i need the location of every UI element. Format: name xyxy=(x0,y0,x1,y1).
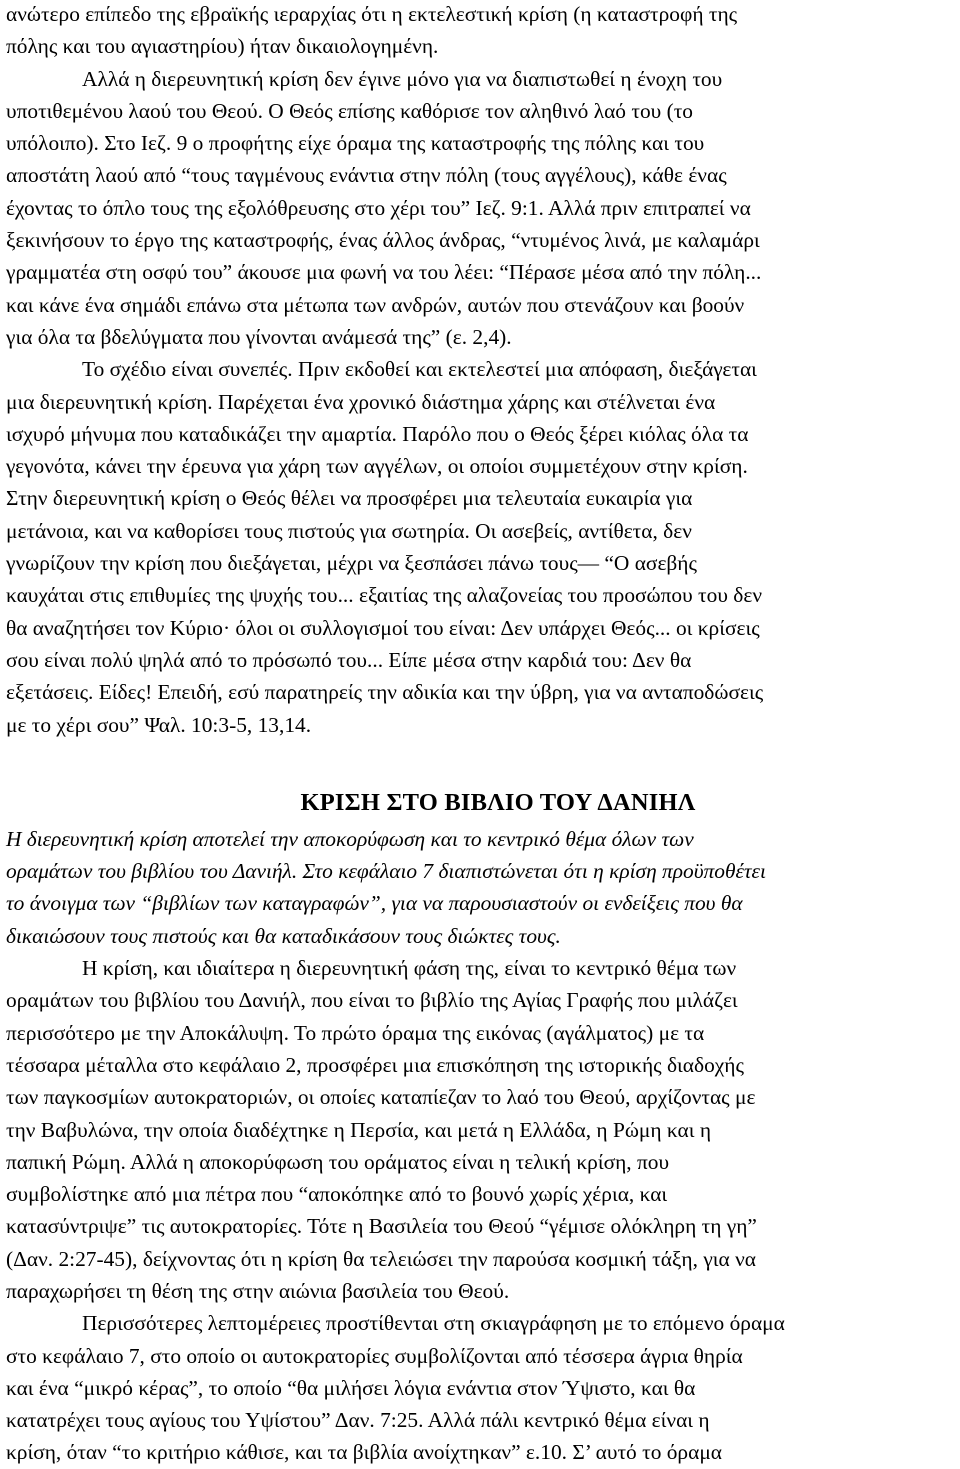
italic-summary-paragraph: Η διερευνητική κρίση αποτελεί την αποκορύφωση και το κεντρικό θέμα όλων των οραμάτων του βιβλίου του Δανιήλ. Στο κεφάλαιο 7 διαπιστώνεται ότι η κρίση προϋποθέτει το άνοιγμα των “βιβλίων των καταγραφών”, για να παρουσιαστούν οι ενδείξεις που θα δικαιώσουν τους πιστούς και θα καταδικάσουν τους διώκτες τους. xyxy=(6,826,766,948)
section-heading: ΚΡΙΣΗ ΣΤΟ ΒΙΒΛΙΟ ΤΟΥ ΔΑΝΙΗΛ xyxy=(300,788,696,816)
document-page xyxy=(6,0,954,1469)
judgment-purpose-paragraph: Αλλά η διερευνητική κρίση δεν έγινε μόνο για να διαπιστωθεί η ένοχη του υποτιθεμένου λαού του Θεού. Ο Θεός επίσης καθόρισε τον αληθινό λαό του (το υπόλοιπο). Στο Ιεζ. 9 ο προφήτης είχε όραμα της καταστροφής της πόλης και του αποστάτη λαού από “τους ταγμένους ενάντια στην πόλη (τους αγγέλους), κάθε ένας έχοντας το όπλο τους της εξολόθρευσης στο χέρι του” Ιεζ. 9:1. Αλλά πριν επιτραπεί να ξεκινήσουν το έργο της καταστροφής, ένας άλλος άνδρας, “ντυμένος λινά, με καλαμάρι γραμματέα στη οσφύ του” άκουσε μια φωνή να του λέει: “Πέρασε μέσα από την πόλη... και κάνε ένα σημάδι επάνω στα μέτωπα των ανδρών, αυτών που στενάζουν και βοούν για όλα τα βδελύγματα που γίνονται ανάμεσά της” (ε. 2,4). xyxy=(6,66,762,349)
chapter-seven-paragraph: Περισσότερες λεπτομέρειες προστίθενται στη σκιαγράφηση με το επόμενο όραμα στο κεφάλαιο 7, στο οποίο οι αυτοκρατορίες συμβολίζονται από τέσσερα άγρια θηρία και ένα “μικρό κέρας”, το οποίο “θα μιλήσει λόγια ενάντια στον Ύψιστο, και θα κατατρέχει τους αγίους του Υψίστου” Δαν. 7:25. Αλλά πάλι κεντρικό θέμα είναι η κρίση, όταν “το κριτήριο κάθισε, και τα βιβλία ανοίχτηκαν” ε.10. Σ’ αυτό το όραμα xyxy=(6,1311,785,1465)
daniel-visions-paragraph: Η κρίση, και ιδιαίτερα η διερευνητική φάση της, είναι το κεντρικό θέμα των οραμάτων του βιβλίου του Δανιήλ, που είναι το βιβλίο της Αγίας Γραφής που μιλάζει περισσότερο με την Αποκάλυψη. Το πρώτο όραμα της εικόνας (αγάλματος) με τα τέσσαρα μέταλλα στο κεφάλαιο 2, προσφέρει μια επισκόπηση της ιστορικής διαδοχής των παγκοσμίων αυτοκρατοριών, οι οποίες καταπίεζαν το λαό του Θεού, αρχίζοντας με την Βαβυλώνα, την οποία διαδέχτηκε η Περσία, και μετά η Ελλάδα, η Ρώμη και η παπική Ρώμη. Αλλά η αποκορύφωση του οράματος είναι η τελική κρίση, που συμβολίστηκε από μια πέτρα που “αποκόπηκε από το βουνό χωρίς χέρια, και κατασύντριψε” τις αυτοκρατορίες. Τότε η Βασιλεία του Θεού “γέμισε ολόκληρη τη γη” (Δαν. 2:27-45), δείχνοντας ότι η κρίση θα τελειώσει την παρούσα κοσμική τάξη, για να παραχωρήσει τη θέση της στην αιώνια βασιλεία του Θεού. xyxy=(6,956,757,1303)
plan-consistent-paragraph: Το σχέδιο είναι συνεπές. Πριν εκδοθεί και εκτελεστεί μια απόφαση, διεξάγεται μια διερευνητική κρίση. Παρέχεται ένα χρονικό διάστημα χάρης και στέλνεται ένα ισχυρό μήνυμα που καταδικάζει την αμαρτία. Παρόλο που ο Θεός ξέρει κιόλας όλα τα γεγονότα, κάνει την έρευνα για χάρη των αγγέλων, οι οποίοι συμμετέχουν στην κρίση. Στην διερευνητική κρίση ο Θεός θέλει να προσφέρει μια τελευταία ευκαιρία για μετάνοια, και να καθορίσει τους πιστούς για σωτηρία. Οι ασεβείς, αντίθετα, δεν γνωρίζουν την κρίση που διεξάγεται, μέχρι να ξεσπάσει πάνω τους— “Ο ασεβής καυχάται στις επιθυμίες της ψυχής του... εξαιτίας της αλαζονείας του προσώπου του δεν θα αναζητήσει τον Κύριο· όλοι οι συλλογισμοί του είναι: Δεν υπάρχει Θεός... οι κρίσεις σου είναι πολύ ψηλά από το πρόσωπό του... Είπε μέσα στην καρδιά του: Δεν θα εξετάσεις. Είδες! Επειδή, εσύ παρατηρείς την αδικία και την ύβρη, για να ανταποδώσεις με το χέρι σου” Ψαλ. 10:3-5, 13,14. xyxy=(6,357,764,737)
intro-continuation-paragraph: ανώτερο επίπεδο της εβραϊκής ιεραρχίας ότι η εκτελεστική κρίση (η καταστροφή της πόλης και του αγιαστηρίου) ήταν δικαιολογημένη. xyxy=(6,2,738,59)
